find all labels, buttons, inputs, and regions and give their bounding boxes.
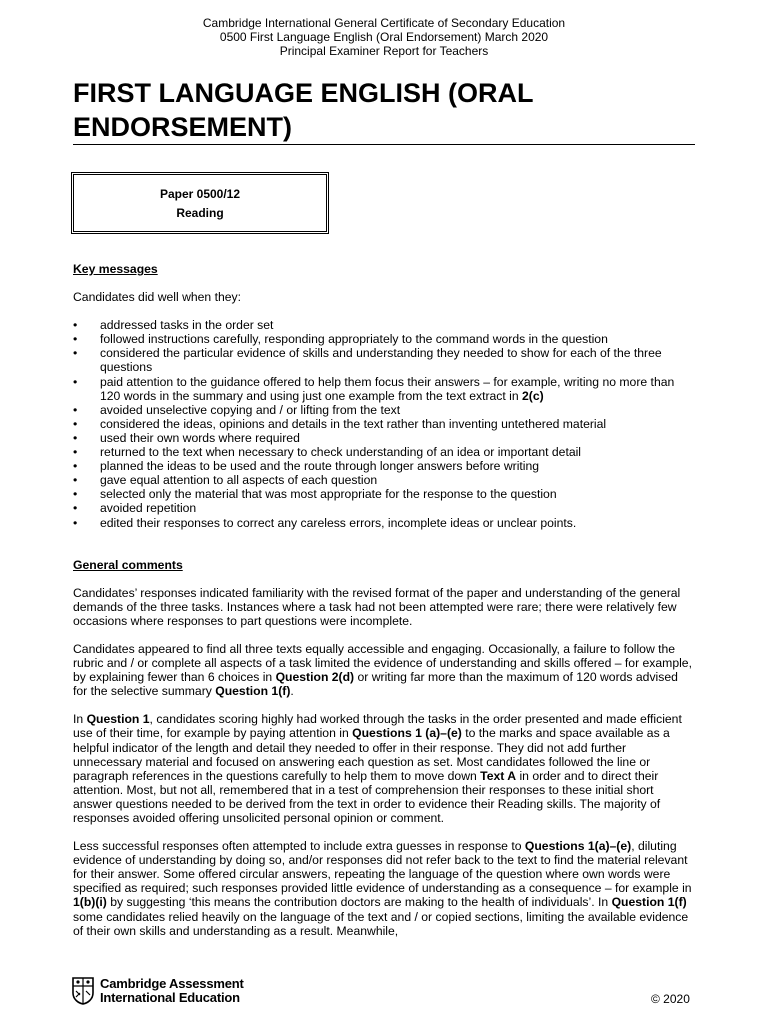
text-run: Less successful responses often attempted to include extra guesses in response to bbox=[73, 839, 525, 854]
question-reference: Questions 1 (a)–(e) bbox=[352, 726, 462, 741]
text-run: some candidates relied heavily on the language of the text and / or copied sections, limiting the available evidence of their own skills and understanding as a result. Meanwhile, bbox=[73, 909, 689, 938]
paragraph-3 bbox=[73, 712, 695, 825]
key-messages-heading: Key messages bbox=[73, 262, 158, 276]
key-messages-list bbox=[73, 318, 695, 529]
list-item-text: paid attention to the guidance offered to help them focus their answers – for example, writing no more than 120 words in the summary and using just one example from the text extract in bbox=[100, 374, 675, 403]
logo-text bbox=[100, 977, 244, 1005]
list-item: • addressed tasks in the order set bbox=[73, 318, 695, 332]
list-item: • selected only the material that was most appropriate for the response to the question bbox=[73, 487, 695, 501]
list-item: • considered the particular evidence of skills and understanding they needed to show for each of the three questions bbox=[73, 346, 695, 374]
logo-line-2: International Education bbox=[100, 990, 240, 1005]
question-reference: Question 1(f) bbox=[215, 684, 291, 699]
logo-line-1: Cambridge Assessment bbox=[100, 976, 244, 991]
text-run: to the marks and space available as a helpful indicator of the length and detail they needed to offer in their response. They did not add further unnecessary material and focused on answering each question as set. Most candidates followed the line or paragraph references in the questions carefully to help them to move down bbox=[73, 726, 670, 783]
list-item: • followed instructions carefully, responding appropriately to the command words in the question bbox=[73, 332, 695, 346]
question-reference: Question 2(d) bbox=[275, 670, 355, 685]
paragraph-2 bbox=[73, 642, 695, 698]
text-run: Candidates appeared to find all three texts equally accessible and engaging. Occasionally, a failure to follow the rubric and / or complete all aspects of a task limited the evidence of understanding and skills offered – for example, by explaining fewer than 6 choices in bbox=[73, 641, 692, 685]
list-item: • gave equal attention to all aspects of each question bbox=[73, 473, 695, 487]
paper-code: Paper 0500/12 bbox=[159, 187, 241, 201]
paragraph-1: Candidates’ responses indicated familiarity with the revised format of the paper and understanding of the general demands of the three tasks. Instances where a task had not been attempted were rare; there were relatively few occasions where responses to part questions were incomplete. bbox=[73, 585, 681, 628]
question-reference: Question 1 bbox=[86, 712, 150, 727]
text-run: by suggesting ‘this means the contribution doctors are making to the health of individuals’. In bbox=[106, 895, 612, 910]
question-reference: Question 1(f) bbox=[611, 895, 687, 910]
question-reference: 1(b)(i) bbox=[73, 895, 107, 910]
list-item: • avoided unselective copying and / or lifting from the text bbox=[73, 403, 695, 417]
text-run: , candidates scoring highly had worked through the tasks in the order presented and made efficient use of their time, for example by paying attention in bbox=[73, 712, 682, 741]
text-reference: Text A bbox=[480, 768, 517, 783]
header-line-1: Cambridge International General Certificate of Secondary Education bbox=[202, 16, 566, 30]
cambridge-logo bbox=[72, 977, 262, 1007]
key-messages-intro: Candidates did well when they: bbox=[73, 290, 242, 305]
text-run: . bbox=[290, 684, 294, 699]
list-item: • planned the ideas to be used and the route through longer answers before writing bbox=[73, 459, 695, 473]
header-line-3: Principal Examiner Report for Teachers bbox=[279, 44, 489, 58]
list-item: • considered the ideas, opinions and details in the text rather than inventing untethered material bbox=[73, 417, 695, 431]
report-header bbox=[0, 16, 768, 58]
page-title bbox=[73, 76, 695, 145]
question-reference: Questions 1(a)–(e) bbox=[524, 839, 632, 854]
title-line-1: FIRST LANGUAGE ENGLISH (ORAL bbox=[73, 78, 534, 108]
text-run: in order and to direct their attention. Most, but not all, remembered that in a test of comprehension their responses to these initial short answer questions needed to be derived from the text in order to evidence their Reading skills. The majority of responses avoided offering unsolicited personal opinion or comment. bbox=[73, 768, 661, 825]
list-item bbox=[73, 375, 695, 403]
shield-icon bbox=[72, 977, 94, 1005]
text-run: In bbox=[73, 712, 87, 727]
general-comments-heading: General comments bbox=[73, 557, 183, 572]
report-content bbox=[73, 262, 695, 938]
list-item: • edited their responses to correct any careless errors, incomplete ideas or unclear points. bbox=[73, 516, 695, 530]
list-item: • used their own words where required bbox=[73, 431, 695, 445]
text-run: , diluting evidence of understanding by doing so, and/or responses did not refer back to the text to find the material relevant for their answer. Some offered circular answers, repeating the language of the question where own words were specified as required; such responses provided little evidence of understanding as a consequence – for example in bbox=[73, 839, 692, 896]
paper-subject: Reading bbox=[176, 206, 224, 220]
paper-box bbox=[71, 172, 329, 234]
list-item: • avoided repetition bbox=[73, 501, 695, 515]
title-line-2: ENDORSEMENT) bbox=[73, 112, 293, 142]
list-item: • returned to the text when necessary to check understanding of an idea or important detail bbox=[73, 445, 695, 459]
text-run: or writing far more than the maximum of 120 words advised for the selective summary bbox=[73, 670, 678, 699]
question-reference: 2(c) bbox=[522, 388, 544, 403]
copyright: © 2020 bbox=[651, 992, 690, 1006]
paragraph-4 bbox=[73, 839, 695, 938]
header-line-2: 0500 First Language English (Oral Endorsement) March 2020 bbox=[219, 30, 549, 44]
